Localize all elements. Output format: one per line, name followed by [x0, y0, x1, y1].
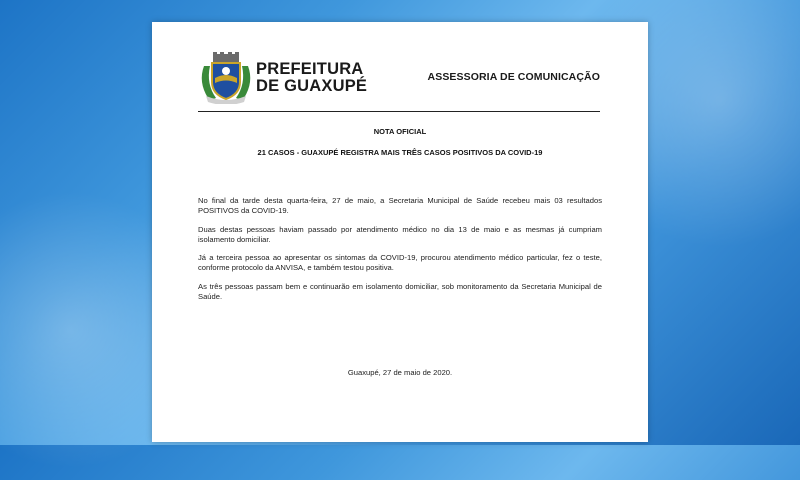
department-name: ASSESSORIA DE COMUNICAÇÃO [427, 71, 600, 83]
body-paragraph: Duas destas pessoas haviam passado por atendimento médico no dia 13 de maio e as mesmas já cumpriam isolamento domiciliar. [198, 224, 602, 244]
document-header [198, 48, 600, 108]
organization-name [256, 61, 367, 95]
body-paragraph: Já a terceira pessoa ao apresentar os sintomas da COVID-19, procurou atendimento médico particular, fez o teste, conforme protocolo da ANVISA, e também testou positiva. [198, 253, 602, 272]
document-body [198, 196, 602, 310]
press-release-document [152, 22, 648, 442]
signature-date: Guaxupé, 27 de maio de 2020. [347, 368, 453, 377]
body-paragraph: No final da tarde desta quarta-feira, 27 de maio, a Secretaria Municipal de Saúde recebeu mais 03 resultados POSITIVOS da COVID-19. [198, 196, 602, 215]
organization-name-line1: PREFEITURA [256, 60, 364, 78]
header-divider [198, 111, 600, 112]
document-title: NOTA OFICIAL [373, 127, 427, 136]
body-paragraph: As três pessoas passam bem e continuarão em isolamento domiciliar, sob monitoramento da Secretaria Municipal de Saúde. [198, 281, 602, 301]
organization-name-line2: DE GUAXUPÉ [256, 77, 368, 95]
document-subtitle: 21 CASOS - GUAXUPÉ REGISTRA MAIS TRÊS CASOS POSITIVOS DA COVID-19 [257, 148, 543, 157]
municipal-coat-of-arms-icon [198, 52, 254, 104]
